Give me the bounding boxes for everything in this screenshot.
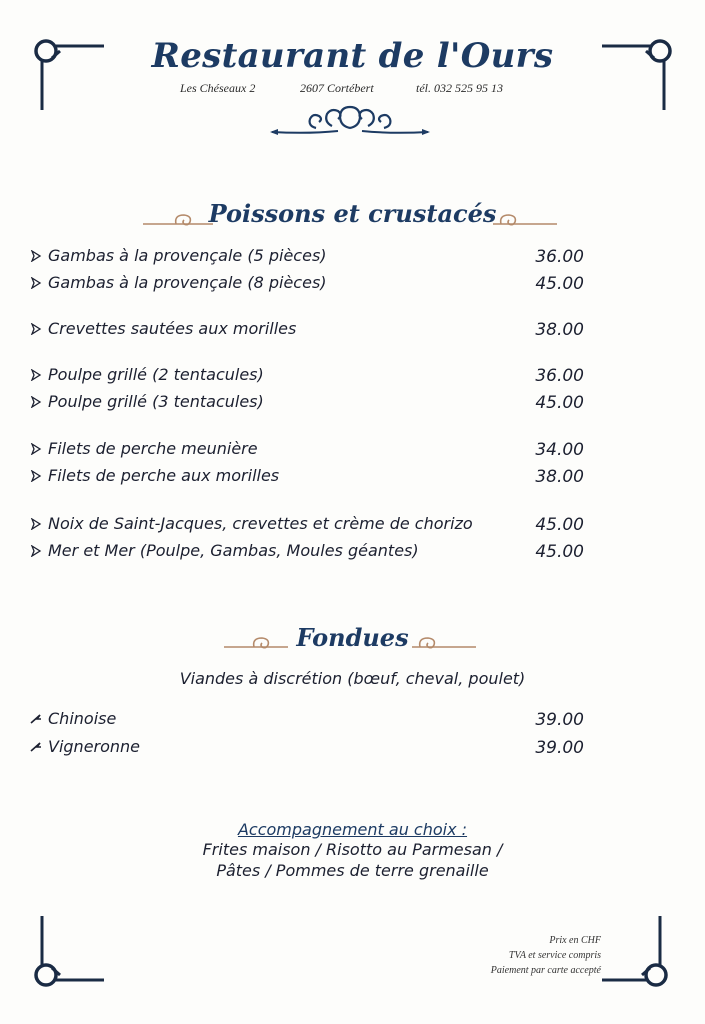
menu-item-name: Mer et Mer (Poulpe, Gambas, Moules géantes) <box>48 541 419 560</box>
menu-item-price: 38.00 <box>535 320 584 340</box>
menu-item <box>30 319 590 341</box>
menu-item-name: Filets de perche aux morilles <box>48 466 280 485</box>
scroll-flourish-icon <box>268 104 432 140</box>
arrow-bullet-icon <box>30 277 42 289</box>
address-city: 2607 Cortébert <box>300 81 374 95</box>
menu-item-price: 45.00 <box>535 274 584 294</box>
menu-item <box>30 466 590 488</box>
phone-number: tél. 032 525 95 13 <box>416 81 503 95</box>
arrow-bullet-icon <box>30 545 42 557</box>
menu-item-name: Vigneronne <box>48 737 141 756</box>
arrow-bullet-icon <box>30 443 42 455</box>
menu-item-name: Crevettes sautées aux morilles <box>48 319 297 338</box>
menu-item-price: 39.00 <box>535 710 584 730</box>
menu-item-name: Chinoise <box>48 709 117 728</box>
arrow-bullet-icon <box>30 250 42 262</box>
menu-item <box>30 541 590 563</box>
arrow-bullet-icon <box>30 713 42 725</box>
menu-item-name: Gambas à la provençale (5 pièces) <box>48 246 327 265</box>
corner-ornament-bottom-right <box>598 912 678 992</box>
arrow-bullet-icon <box>30 741 42 753</box>
accompaniment-line-2: Pâtes / Pommes de terre grenaille <box>216 861 489 880</box>
menu-item-name: Poulpe grillé (2 tentacules) <box>48 365 264 384</box>
menu-item-price: 34.00 <box>535 440 584 460</box>
accompaniment-block <box>0 820 705 839</box>
address-street: Les Chéseaux 2 <box>180 81 256 95</box>
menu-item-price: 36.00 <box>535 366 584 386</box>
menu-item <box>30 709 590 731</box>
menu-item <box>30 273 590 295</box>
menu-item-price: 45.00 <box>535 515 584 535</box>
menu-item-price: 45.00 <box>535 393 584 413</box>
section-title-fondues: Fondues <box>296 623 409 652</box>
menu-item-name: Gambas à la provençale (8 pièces) <box>48 273 327 292</box>
corner-ornament-bottom-left <box>28 912 108 992</box>
menu-item-price: 45.00 <box>535 542 584 562</box>
menu-item <box>30 439 590 461</box>
footnote-currency: Prix en CHF <box>549 935 601 946</box>
arrow-bullet-icon <box>30 396 42 408</box>
menu-item-price: 38.00 <box>535 467 584 487</box>
accompaniment-title: Accompagnement au choix : <box>237 820 468 839</box>
menu-item <box>30 737 590 759</box>
menu-item <box>30 246 590 268</box>
section-divider-right-icon <box>412 632 476 652</box>
section-divider-right-icon <box>493 209 557 229</box>
menu-item <box>30 365 590 387</box>
menu-item-name: Poulpe grillé (3 tentacules) <box>48 392 264 411</box>
menu-item-price: 39.00 <box>535 738 584 758</box>
menu-item <box>30 392 590 414</box>
arrow-bullet-icon <box>30 323 42 335</box>
menu-item-name: Filets de perche meunière <box>48 439 258 458</box>
footnote-payment: Paiement par carte accepté <box>490 965 601 976</box>
menu-item-price: 36.00 <box>535 247 584 267</box>
arrow-bullet-icon <box>30 470 42 482</box>
restaurant-title: Restaurant de l'Ours <box>151 36 554 76</box>
section-title-poissons: Poissons et crustacés <box>208 199 497 228</box>
menu-item-name: Noix de Saint-Jacques, crevettes et crème de chorizo <box>48 514 473 533</box>
fondues-subtitle: Viandes à discrétion (bœuf, cheval, poulet) <box>179 669 526 688</box>
arrow-bullet-icon <box>30 369 42 381</box>
arrow-bullet-icon <box>30 518 42 530</box>
accompaniment-line-1: Frites maison / Risotto au Parmesan / <box>202 840 503 859</box>
footnote-tax: TVA et service compris <box>508 950 601 961</box>
menu-item <box>30 514 590 536</box>
